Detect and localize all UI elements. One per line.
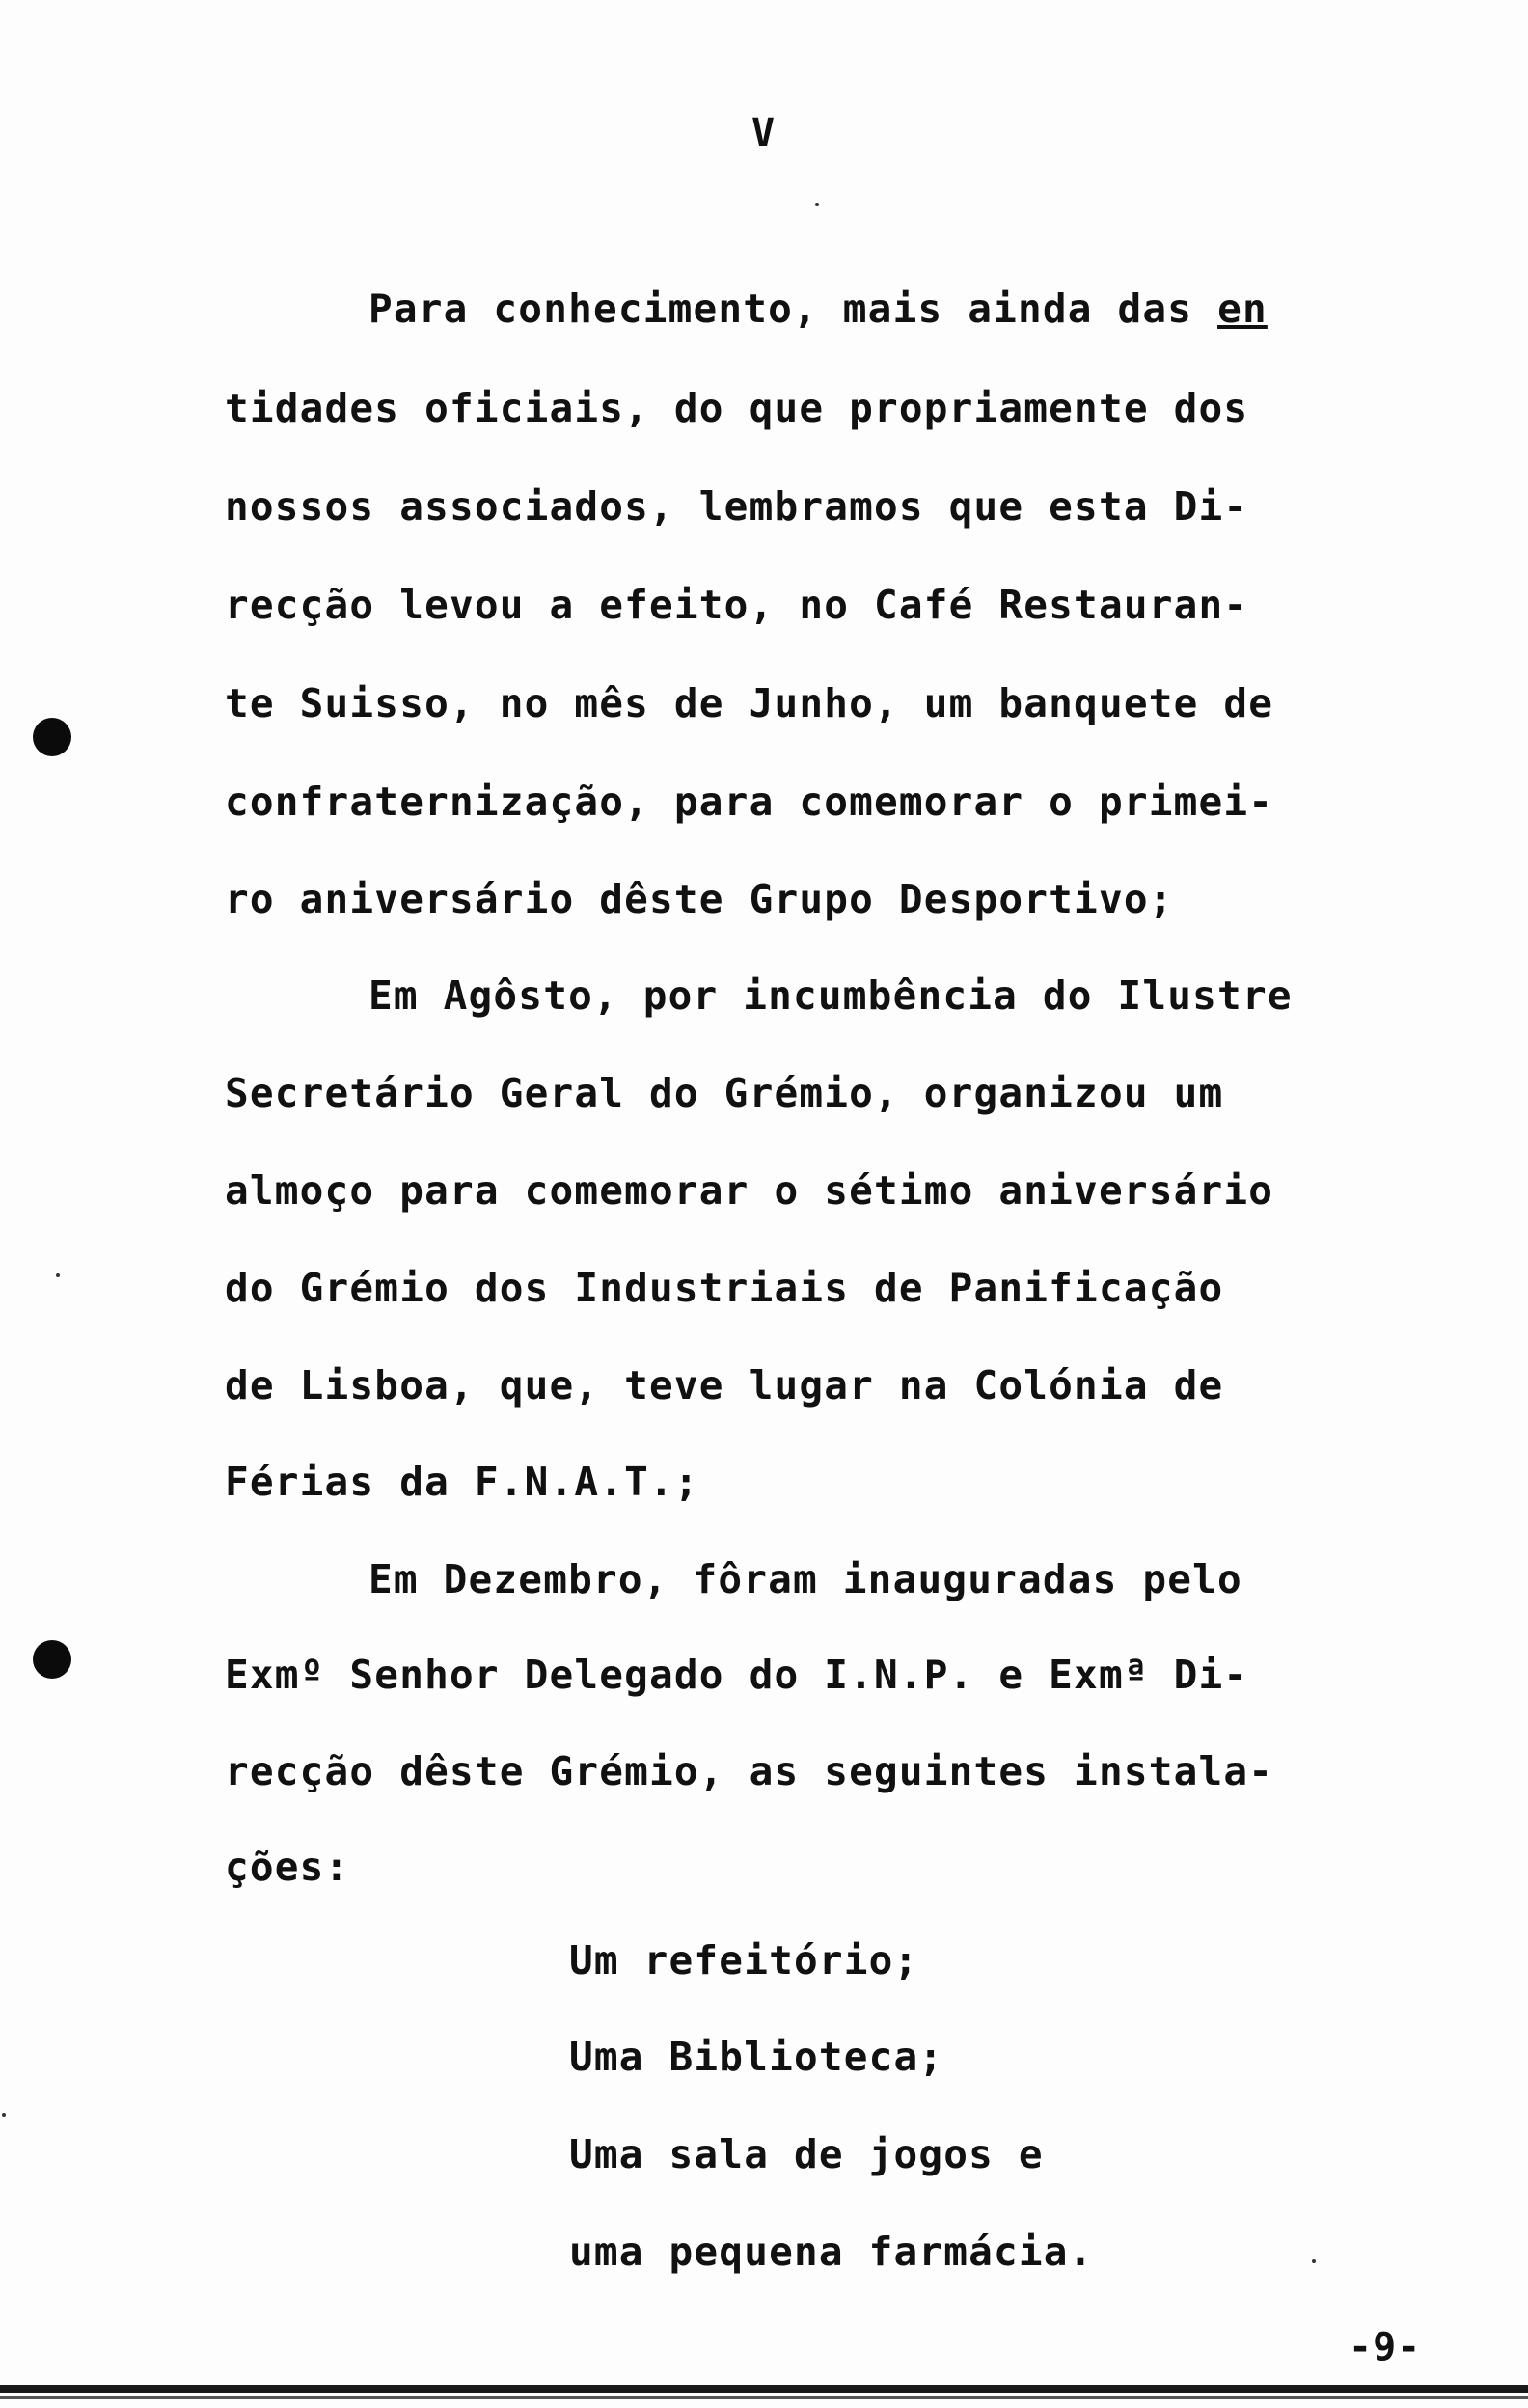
text-line: te Suisso, no mês de Junho, um banquete de [225,680,1274,726]
list-item: Um refeitório; [569,1937,919,1984]
text-line: ro aniversário dêste Grupo Desportivo; [225,876,1174,922]
text-line: Para conhecimento, mais ainda das en [368,286,1268,332]
text-line: ções: [225,1844,350,1890]
speck [815,203,819,206]
bottom-edge-rule-thin [0,2396,1528,2399]
text-line: almoço para comemorar o sétimo aniversário [225,1167,1274,1214]
speck [1312,2259,1316,2263]
speck [2,2113,6,2117]
binder-hole-bottom [33,1640,71,1679]
bottom-edge-rule [0,2385,1528,2393]
underlined-fragment: en [1217,286,1268,332]
text-line: confraternização, para comemorar o primei- [225,779,1274,825]
text-line: do Grémio dos Industriais de Panificação [225,1265,1224,1311]
text-line: de Lisboa, que, teve lugar na Colónia de [225,1362,1224,1409]
text-line: recção levou a efeito, no Café Restauran- [225,582,1249,628]
text-line: Em Agôsto, por incumbência do Ilustre [368,972,1293,1019]
text-line: recção dêste Grémio, as seguintes instala- [225,1748,1274,1794]
page-number: -9- [1349,2325,1422,2369]
list-item: Uma Biblioteca; [569,2034,944,2080]
text-line: Exmº Senhor Delegado do I.N.P. e Exmª Di- [225,1652,1249,1698]
section-heading: V [750,111,778,155]
list-item: uma pequena farmácia. [569,2229,1094,2275]
list-item: Uma sala de jogos e [569,2131,1044,2177]
text-line: Férias da F.N.A.T.; [225,1459,699,1505]
speck [56,1273,60,1277]
binder-hole-top [33,718,71,756]
text-line: Secretário Geral do Grémio, organizou um [225,1070,1224,1116]
text-line: tidades oficiais, do que propriamente dos [225,385,1249,431]
text-line: nossos associados, lembramos que esta Di- [225,483,1249,530]
text-line: Em Dezembro, fôram inauguradas pelo [368,1556,1242,1602]
